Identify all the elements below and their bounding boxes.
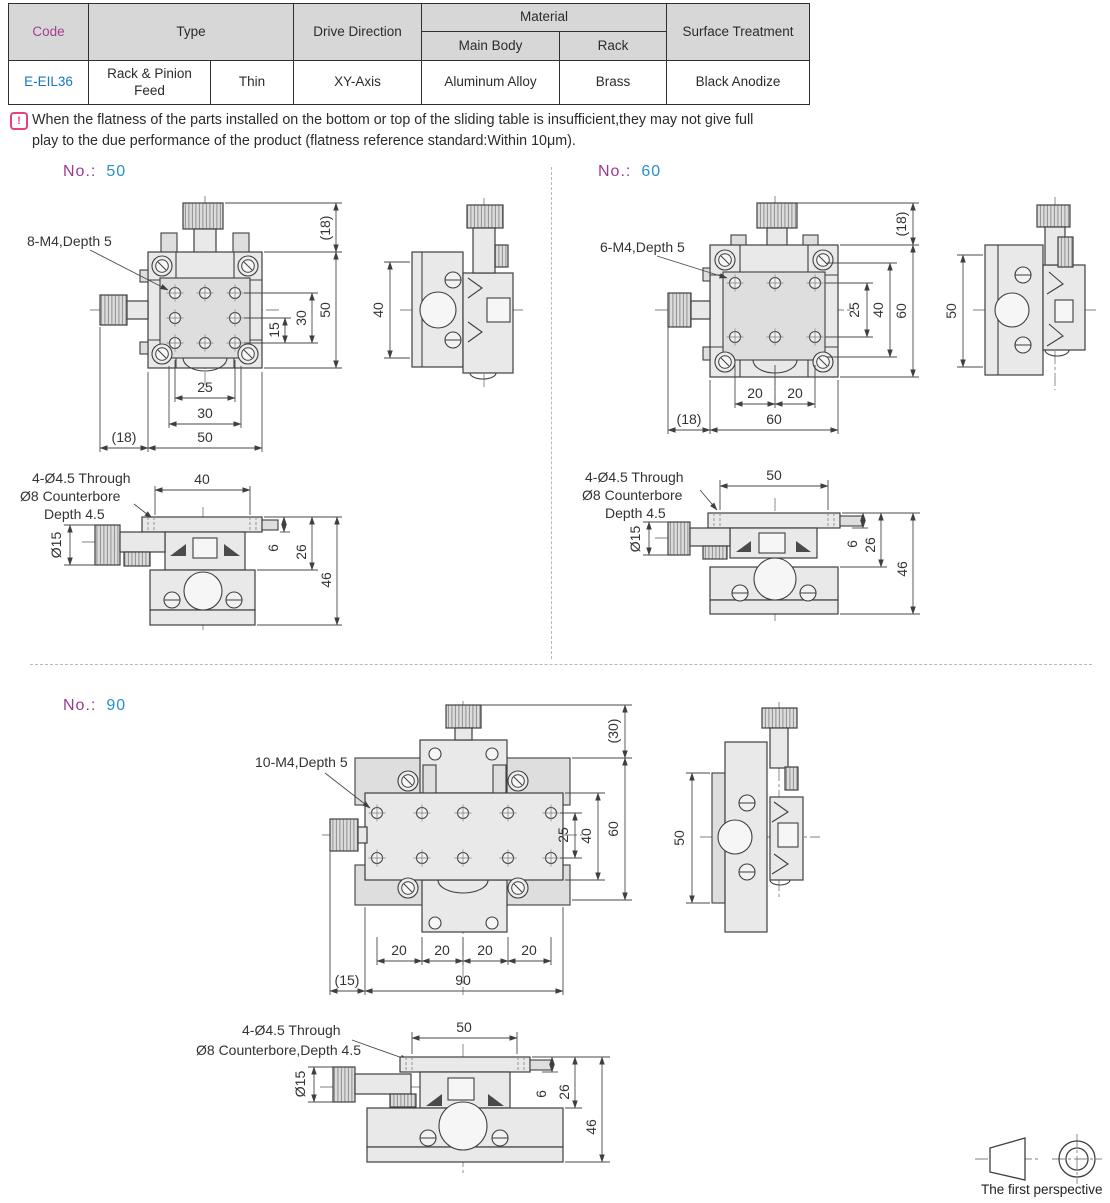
cell-rack: Brass (560, 61, 667, 105)
top-knob (446, 705, 481, 740)
dim-left-offset: (15) (334, 972, 360, 988)
dim-table-width: 50 (671, 830, 687, 846)
plate-hole (486, 748, 498, 760)
projection-symbol (950, 1115, 1110, 1187)
through-hole (420, 292, 456, 328)
clamp-left (423, 765, 436, 793)
slotted-screw (445, 332, 461, 348)
clamp-right (493, 765, 506, 793)
no-value: 50 (106, 163, 127, 180)
foot-arc (470, 373, 496, 379)
dim-mid-height: 26 (293, 544, 309, 560)
dim-top-width: 40 (194, 471, 210, 487)
slotted-screw (732, 585, 748, 601)
top-plate (400, 1057, 530, 1072)
no-value: 90 (106, 697, 127, 714)
spec-table (8, 3, 810, 105)
side-view-90 (670, 698, 895, 960)
dim-overall-width: 50 (197, 429, 213, 445)
header-main-body: Main Body (422, 32, 560, 61)
top-plate (708, 513, 840, 528)
slotted-screw (445, 272, 461, 288)
section-divider-vertical (551, 167, 552, 659)
counterbore-note-1: 4-Ø4.5 Through (242, 1022, 341, 1038)
dim-pitch-4: 20 (521, 942, 537, 958)
base-strip (150, 610, 255, 625)
dim-table-width: 40 (370, 302, 386, 318)
dim-plate-height: 6 (844, 540, 860, 548)
bottom-view-90 (190, 1012, 640, 1202)
dim-pitch-3: 20 (477, 942, 493, 958)
section-label-50 (63, 163, 126, 181)
dim-overall-height: 46 (583, 1119, 599, 1135)
dim-knob-dia: Ø15 (48, 531, 64, 559)
cell-surface-treatment: Black Anodize (667, 61, 810, 105)
counterbore-note-2: Ø8 Counterbore (582, 487, 683, 503)
through-hole (439, 1102, 487, 1150)
header-code: Code (9, 4, 89, 61)
dim-inner-height: 25 (846, 302, 862, 318)
front-view-60 (595, 190, 945, 445)
counterbore-note-2: Ø8 Counterbore,Depth 4.5 (196, 1042, 361, 1058)
side-view-60 (945, 192, 1110, 402)
dim-pitch-2: 20 (434, 942, 450, 958)
slotted-screw (800, 585, 816, 601)
dim-overall-width: 90 (455, 972, 471, 988)
dim-mid-height: 26 (556, 1084, 572, 1100)
dim-overall-height: 50 (317, 302, 333, 318)
dim-left-offset: (18) (111, 429, 137, 445)
counterbore-note-1: 4-Ø4.5 Through (585, 469, 684, 485)
dim-mid-width: 30 (197, 405, 213, 421)
body-block (463, 273, 513, 373)
left-knob (330, 819, 367, 851)
thread-note: 10-M4,Depth 5 (255, 754, 348, 770)
dim-pitch-1: 20 (747, 385, 763, 401)
dim-inner-height: 15 (266, 322, 282, 338)
through-hole (184, 572, 222, 610)
counterbore-note-2: Ø8 Counterbore (20, 488, 121, 504)
dim-plate-height: 6 (265, 544, 281, 552)
thread-note: 6-M4,Depth 5 (600, 239, 685, 255)
slotted-screw (420, 1130, 436, 1146)
flatness-note (10, 110, 1010, 153)
micrometer-knob (668, 522, 730, 559)
through-hole (995, 293, 1029, 327)
slotted-screw (1015, 267, 1031, 283)
dim-knob-dia: Ø15 (627, 525, 643, 553)
header-rack: Rack (560, 32, 667, 61)
side-view-50 (372, 192, 547, 397)
dim-overall-height: 60 (605, 821, 621, 837)
plate-tab (262, 520, 278, 530)
top-plate (142, 517, 262, 532)
cone-side-view-icon (990, 1138, 1025, 1180)
top-knob (183, 203, 223, 253)
thread-note: 8-M4,Depth 5 (27, 233, 112, 249)
plate-hole (429, 917, 441, 929)
cell-main-body: Aluminum Alloy (422, 61, 560, 105)
top-knob (467, 205, 508, 273)
dim-top-width: 50 (766, 467, 782, 483)
slotted-screw (739, 795, 755, 811)
projection-caption: The first perspective (981, 1182, 1103, 1197)
clamp-right (233, 233, 249, 253)
dim-left-offset: (18) (676, 411, 702, 427)
plate-hole (486, 917, 498, 929)
slotted-screw (226, 592, 242, 608)
section-label-90 (63, 697, 126, 715)
cell-type-profile: Thin (211, 61, 294, 105)
header-drive-direction: Drive Direction (294, 4, 422, 61)
dim-top-offset: (18) (317, 215, 333, 241)
cell-code: E-EIL36 (9, 61, 89, 105)
dim-knob-dia: Ø15 (292, 1070, 308, 1098)
micrometer-knob (333, 1067, 416, 1107)
left-knob (100, 295, 148, 325)
no-label: No.: (598, 163, 632, 180)
dim-top-offset: (18) (893, 211, 909, 237)
foot-arc (770, 880, 790, 885)
plate-hole (429, 748, 441, 760)
dim-pitch-1: 20 (391, 942, 407, 958)
dim-top-offset: (30) (605, 718, 621, 744)
rack-block (487, 298, 510, 322)
dim-overall-height: 46 (894, 561, 910, 577)
dim-mid-height: 40 (578, 828, 594, 844)
dim-table-width: 50 (943, 303, 959, 319)
dim-overall-width: 60 (766, 411, 782, 427)
through-hole (754, 558, 796, 600)
rack-block (1055, 300, 1073, 322)
header-material: Material (422, 4, 667, 32)
slotted-screw (164, 592, 180, 608)
dim-mid-height: 26 (862, 537, 878, 553)
section-label-60 (598, 163, 661, 181)
dim-pitch-width: 25 (197, 379, 213, 395)
no-value: 60 (641, 163, 662, 180)
plate-tab (840, 516, 862, 526)
dim-inner-height: 25 (555, 827, 571, 843)
no-label: No.: (63, 697, 97, 714)
side-tab (703, 347, 710, 360)
left-knob (668, 293, 710, 327)
dim-mid-height: 30 (293, 310, 309, 326)
dim-top-width: 50 (456, 1019, 472, 1035)
leader-line (700, 490, 717, 510)
rack-block (448, 1078, 474, 1100)
counterbore-note-3: Depth 4.5 (44, 506, 105, 522)
slotted-screw (739, 864, 755, 880)
leader-line (134, 504, 152, 518)
warning-icon: ! (10, 112, 28, 130)
side-tab (140, 342, 148, 354)
cell-type-feed: Rack & Pinion Feed (89, 61, 211, 105)
bottom-view-60 (575, 448, 940, 668)
stage-body (365, 793, 563, 880)
foot-arc (1045, 350, 1069, 356)
dim-mid-height: 40 (870, 302, 886, 318)
front-view-50 (20, 190, 370, 458)
plate-tab (530, 1060, 552, 1070)
dim-plate-height: 6 (533, 1090, 549, 1098)
bottom-view-50 (12, 452, 362, 667)
through-hole (718, 820, 752, 854)
dim-overall-height: 46 (318, 572, 334, 588)
side-tab (703, 268, 710, 281)
slotted-screw (492, 1130, 508, 1146)
clamp-left (161, 233, 177, 253)
note-line1: When the flatness of the parts installed on the bottom or top of the sliding table is insufficient,they may not give full (32, 112, 754, 128)
slotted-screw (1015, 337, 1031, 353)
base-strip (710, 600, 838, 614)
counterbore-note-1: 4-Ø4.5 Through (32, 470, 131, 486)
header-surface-treatment: Surface Treatment (667, 4, 810, 61)
rack-block (759, 533, 785, 553)
rack-block (778, 823, 798, 847)
no-label: No.: (63, 163, 97, 180)
note-line2: play to the due performance of the product (flatness reference standard:Within 10μm). (32, 133, 576, 150)
header-type: Type (89, 4, 294, 61)
dim-overall-height: 60 (893, 303, 909, 319)
rack-block (193, 538, 217, 558)
cell-drive-direction: XY-Axis (294, 61, 422, 105)
dim-pitch-2: 20 (787, 385, 803, 401)
counterbore-note-3: Depth 4.5 (605, 505, 666, 521)
front-view-90 (150, 695, 655, 1003)
